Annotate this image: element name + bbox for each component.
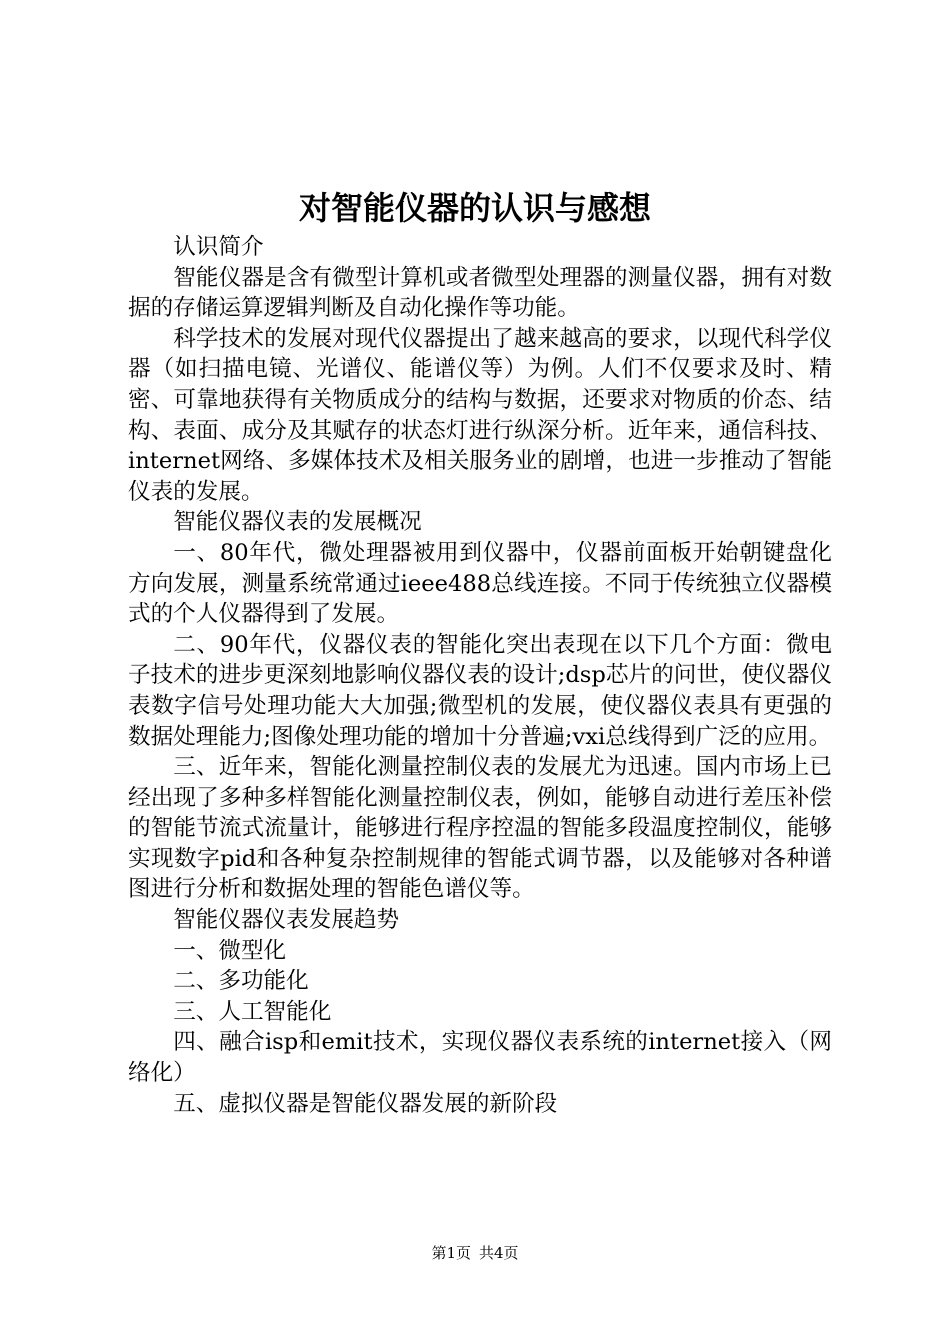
- page-total: 共4页: [479, 1244, 519, 1262]
- page-number: 第1页: [431, 1244, 471, 1262]
- paragraph-definition: 智能仪器是含有微型计算机或者微型处理器的测量仪器，拥有对数据的存储运算逻辑判断及自动化操作等功能。: [128, 264, 832, 322]
- list-item-trend-1: 一、微型化: [173, 937, 287, 964]
- paragraph-background: 科学技术的发展对现代仪器提出了越来越高的要求，以现代科学仪器（如扫描电镜、光谱仪、能谱仪等）为例。人们不仅要求及时、精密、可靠地获得有关物质成分的结构与数据，还要求对物质的价态、结构、表面、成分及其赋存的状态灯进行纵深分析。近年来，通信科技、internet网络、多媒体技术及相关服务业的剧增，也进一步推动了智能仪表的发展。: [128, 325, 832, 505]
- paragraph-trends-heading: 智能仪器仪表发展趋势: [173, 907, 400, 934]
- list-item-trend-5: 五、虚拟仪器是智能仪器发展的新阶段: [173, 1090, 558, 1117]
- document-title: 对智能仪器的认识与感想: [298, 189, 651, 227]
- paragraph-history-80s: 一、80年代，微处理器被用到仪器中，仪器前面板开始朝键盘化方向发展，测量系统常通过ieee488总线连接。不同于传统独立仪器模式的个人仪器得到了发展。: [128, 539, 832, 628]
- page-footer: [0, 1243, 950, 1263]
- list-item-trend-3: 三、人工智能化: [173, 998, 332, 1025]
- paragraph-history-heading: 智能仪器仪表的发展概况: [173, 509, 422, 536]
- paragraph-history-90s: 二、90年代，仪器仪表的智能化突出表现在以下几个方面：微电子技术的进步更深刻地影响仪器仪表的设计;dsp芯片的问世，使仪器仪表数字信号处理功能大大加强;微型机的发展，使仪器仪表具有更强的数据处理能力;图像处理功能的增加十分普遍;vxi总线得到广泛的应用。: [128, 631, 832, 750]
- document-body: [128, 232, 832, 1119]
- paragraph-history-recent: 三、近年来，智能化测量控制仪表的发展尤为迅速。国内市场上已经出现了多种多样智能化测量控制仪表，例如，能够自动进行差压补偿的智能节流式流量计，能够进行程序控温的智能多段温度控制仪，能够实现数字pid和各种复杂控制规律的智能式调节器，以及能够对各种谱图进行分析和数据处理的智能色谱仪等。: [128, 754, 832, 903]
- list-item-trend-2: 二、多功能化: [173, 968, 309, 995]
- list-item-trend-4: 四、融合isp和emit技术，实现仪器仪表系统的internet接入（网络化）: [128, 1029, 832, 1087]
- paragraph-intro-heading: 认识简介: [173, 234, 264, 260]
